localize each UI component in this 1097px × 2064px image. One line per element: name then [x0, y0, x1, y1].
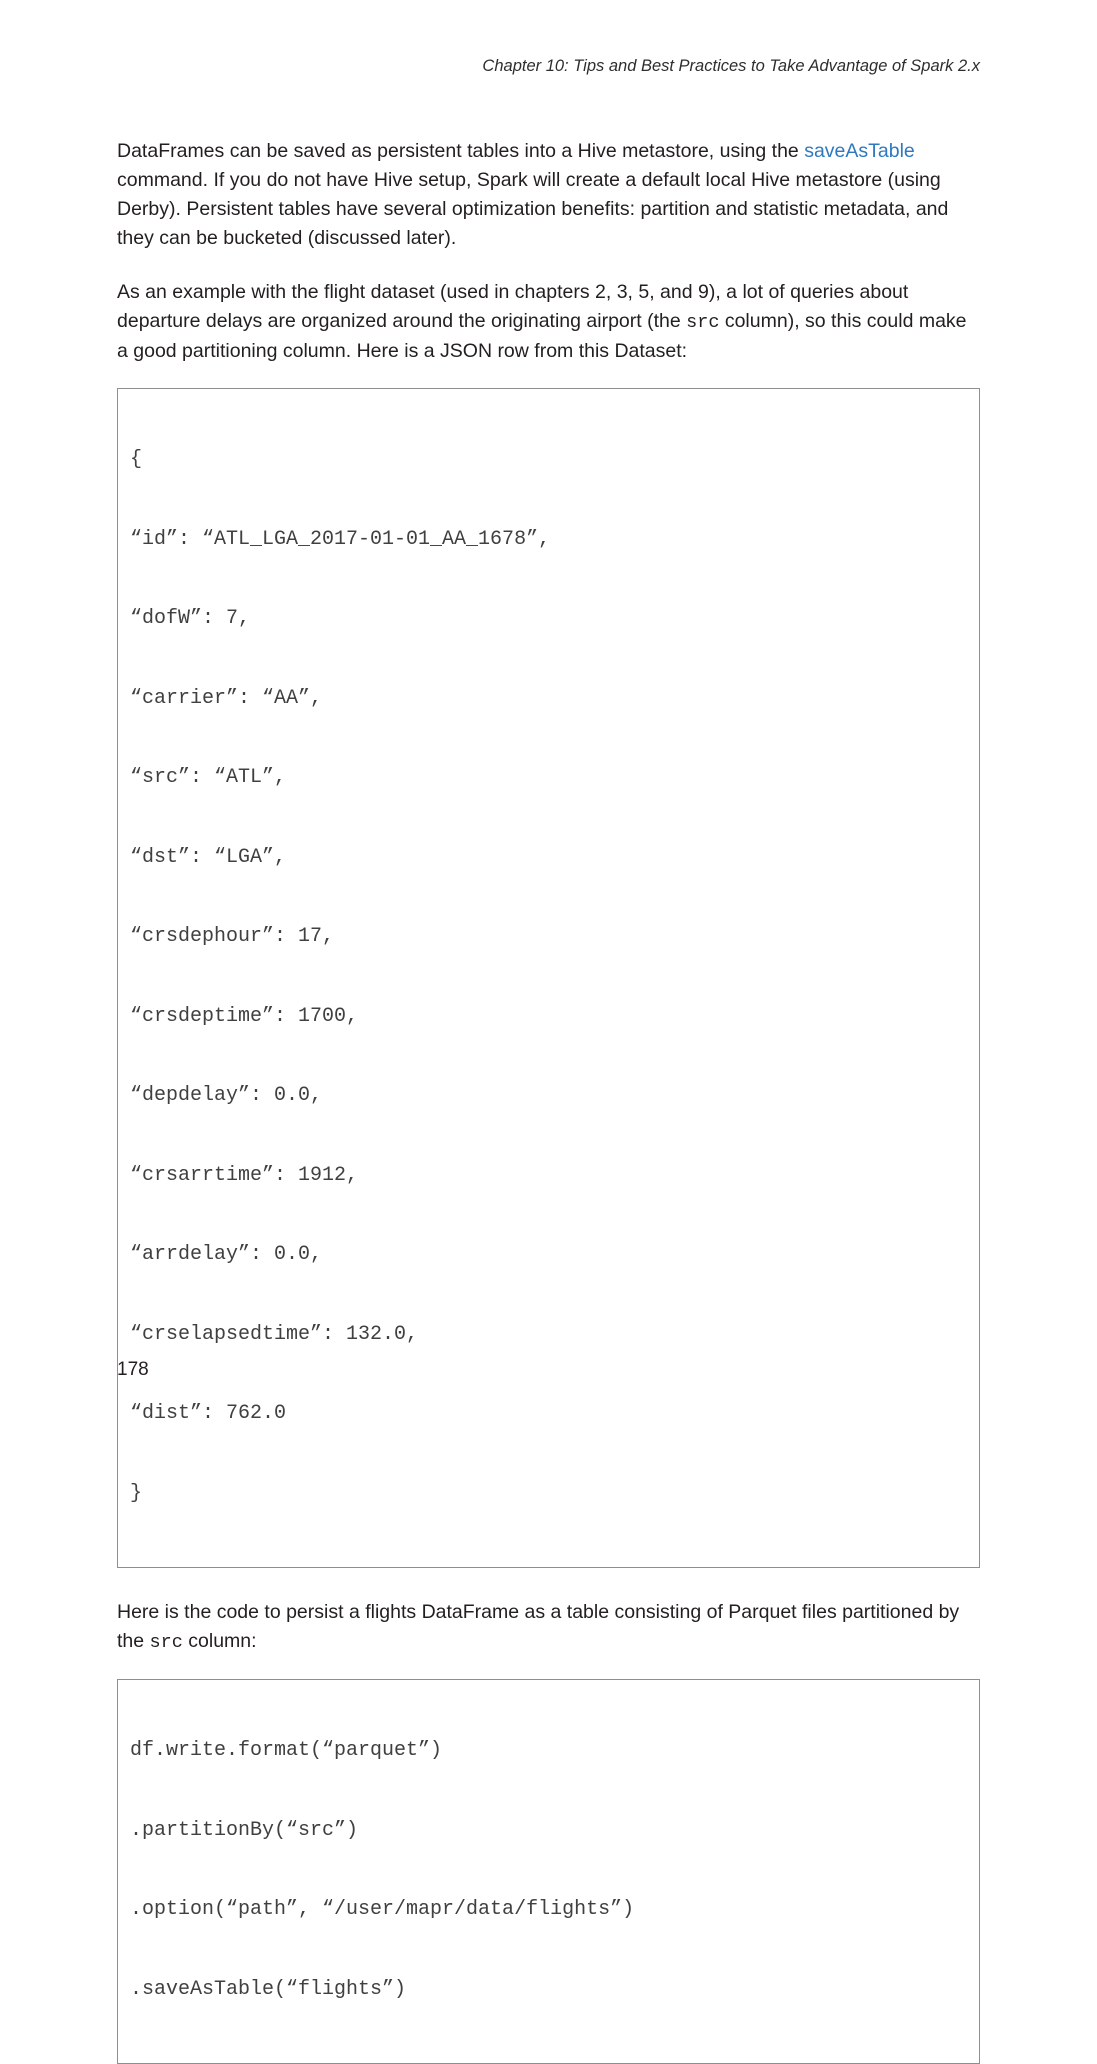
code-line: “dst”: “LGA”, [130, 845, 287, 869]
code-block-saveastable [117, 1679, 980, 2064]
saveastable-link[interactable]: saveAsTable [804, 140, 915, 162]
paragraph-text: command. If you do not have Hive setup, Spark will create a default local Hive metastore (using Derby). Persistent tables have several optimization benefits: partition and statistic metadata, and they can be bucketed (discussed later). [117, 169, 949, 249]
code-line: “carrier”: “AA”, [130, 686, 323, 710]
paragraph-text: Here is the code to persist a flights DataFrame as a table consisting of Parquet files partitioned by the [117, 1601, 960, 1652]
code-line: .saveAsTable(“flights”) [130, 1977, 407, 2001]
code-line: “crselapsedtime”: 132.0, [130, 1322, 419, 1346]
paragraph-dataframes-persistent-tables [117, 137, 980, 253]
code-line: .partitionBy(“src”) [130, 1818, 359, 1842]
paragraph-text: As an example with the flight dataset (used in chapters 2, 3, 5, and 9), a lot of queries about departure delays are organized around the originating airport (the [117, 281, 909, 332]
code-line: “id”: “ATL_LGA_2017-01-01_AA_1678”, [130, 527, 551, 551]
code-block-json-row [117, 388, 980, 1568]
code-line: “arrdelay”: 0.0, [130, 1243, 323, 1266]
paragraph-text: column: [182, 1630, 257, 1652]
paragraph-flight-dataset-example [117, 278, 980, 366]
code-line: “dist”: 762.0 [130, 1402, 287, 1425]
code-line: “src”: “ATL”, [130, 766, 287, 789]
book-page [117, 0, 980, 2064]
code-line: “crsarrtime”: 1912, [130, 1163, 359, 1187]
code-line: df.write.format(“parquet”) [130, 1739, 443, 1762]
code-line: “dofW”: 7, [130, 607, 251, 630]
paragraph-persist-code-intro [117, 1598, 980, 1657]
code-line: .option(“path”, “/user/mapr/data/flights”) [130, 1898, 635, 1921]
inline-code-src: src [149, 1632, 183, 1653]
page-number: 178 [117, 1359, 149, 1380]
code-line: “crsdeptime”: 1700, [130, 1004, 359, 1028]
running-head: Chapter 10: Tips and Best Practices to Take Advantage of Spark 2.x [482, 57, 980, 75]
code-line: “depdelay”: 0.0, [130, 1084, 323, 1107]
code-line: } [130, 1481, 143, 1505]
paragraph-text: column), so this could make a good partitioning column. Here is a JSON row from this Dataset: [117, 310, 967, 362]
code-line: “crsdephour”: 17, [130, 925, 335, 948]
code-line: { [130, 448, 143, 471]
inline-code-src: src [686, 312, 720, 333]
paragraph-text: DataFrames can be saved as persistent tables into a Hive metastore, using the [117, 140, 805, 162]
